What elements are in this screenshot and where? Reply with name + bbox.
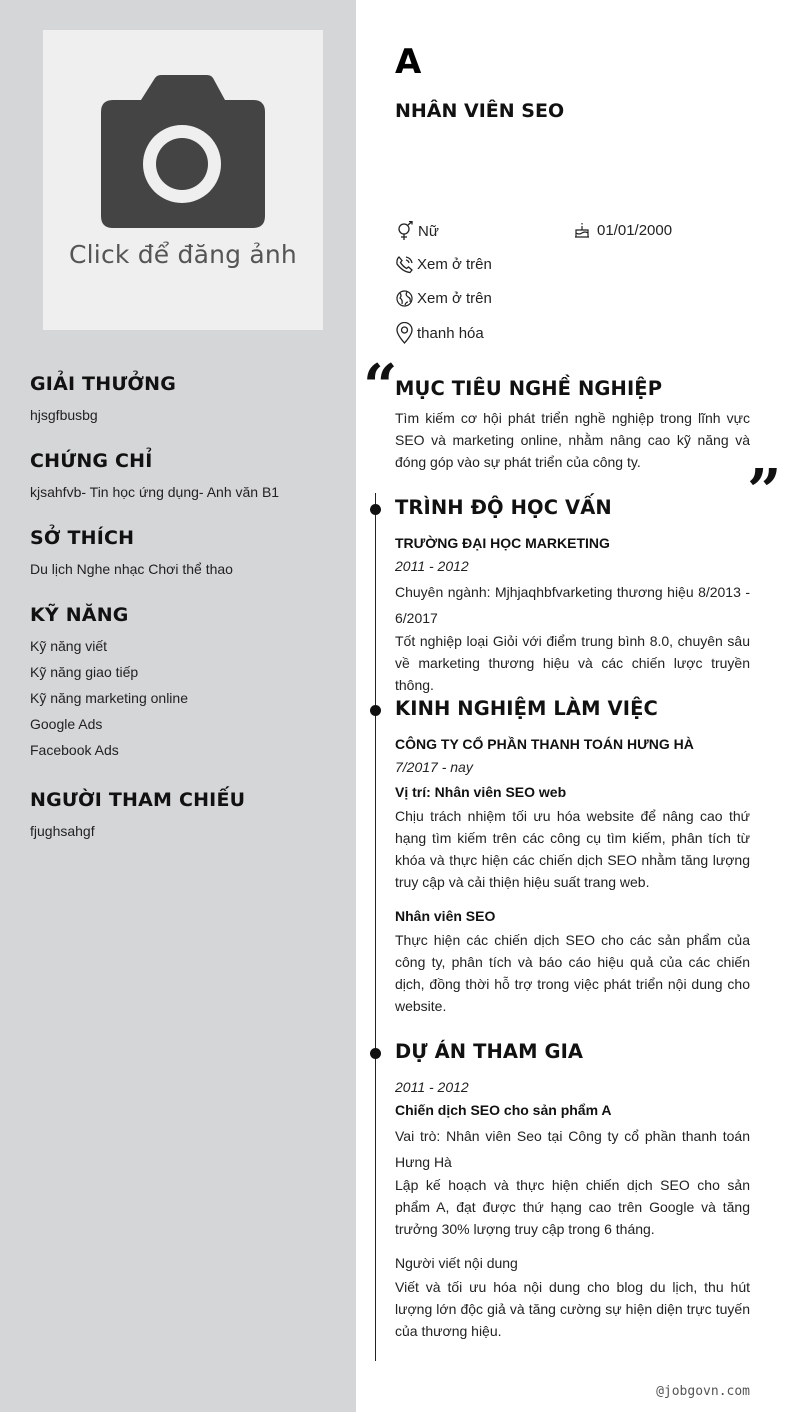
location-pin-icon (395, 322, 414, 344)
references-text: fjughsahgf (30, 823, 95, 839)
project-period: 2011 - 2012 (395, 1079, 469, 1095)
hobbies-text: Du lịch Nghe nhạc Chơi thể thao (30, 561, 233, 577)
objective-text: Tìm kiếm cơ hội phát triển nghề nghiệp trong lĩnh vực SEO và marketing online, nhằm nâng cao kỹ năng và đóng góp vào sự phát triển của công ty. (395, 410, 750, 470)
skills-section (30, 604, 340, 767)
certificates-section (30, 450, 340, 500)
phone-value: Xem ở trên (417, 256, 492, 273)
project-name: Chiến dịch SEO cho sản phẩm A (395, 1102, 612, 1118)
candidate-name: A (395, 42, 422, 82)
gender-icon (395, 221, 415, 241)
timeline-line (375, 493, 376, 1361)
projects-title: DỰ ÁN THAM GIA (395, 1040, 584, 1063)
upload-caption: Click để đăng ảnh (69, 240, 297, 269)
skill-item: Kỹ năng marketing online (30, 690, 188, 706)
website-value: Xem ở trên (417, 290, 492, 307)
skill-item: Kỹ năng viết (30, 638, 108, 654)
close-quote-icon: ” (747, 457, 782, 527)
education-title: TRÌNH ĐỘ HỌC VẤN (395, 496, 612, 519)
skill-item: Google Ads (30, 716, 103, 732)
hobbies-section (30, 527, 340, 577)
awards-section (30, 373, 340, 423)
company-name: CÔNG TY CỔ PHẦN THANH TOÁN HƯNG HÀ (395, 736, 694, 752)
open-quote-icon: “ (363, 352, 398, 422)
skills-list (30, 637, 340, 767)
experience-role-2: Nhân viên SEO (395, 908, 496, 924)
project-description-1: Lập kế hoạch và thực hiện chiến dịch SEO cho sản phẩm A, đạt được thứ hạng cao trên Google và tăng trưởng 30% lượng truy cập trong 6 tháng. (395, 1177, 750, 1237)
project-description-2: Viết và tối ưu hóa nội dung cho blog du lịch, thu hút lượng lớn độc giả và tăng cường sự hiện diện trực tuyến của thương hiệu. (395, 1279, 750, 1339)
education-period: 2011 - 2012 (395, 558, 469, 574)
experience-role-1: Vị trí: Nhân viên SEO web (395, 784, 567, 800)
gender-value: Nữ (418, 222, 439, 240)
certificates-text: kjsahfvb- Tin học ứng dụng- Anh văn B1 (30, 484, 280, 500)
timeline-dot (370, 1048, 381, 1059)
watermark-text: @jobgovn.com (656, 1384, 750, 1399)
sidebar (0, 0, 356, 1412)
globe-icon (395, 289, 414, 308)
references-section (30, 789, 340, 839)
experience-period: 7/2017 - nay (395, 759, 473, 775)
awards-text: hjsgfbusbg (30, 407, 98, 423)
phone-icon (395, 255, 414, 274)
references-title: NGƯỜI THAM CHIẾU (30, 789, 246, 811)
project-role-2: Người viết nội dung (395, 1255, 518, 1271)
education-description: Tốt nghiệp loại Giỏi với điểm trung bình 8.0, chuyên sâu về marketing thương hiệu và các chiến lược truyền thông. (395, 633, 750, 693)
website-row (395, 289, 492, 308)
timeline-dot (370, 705, 381, 716)
experience-description-2: Thực hiện các chiến dịch SEO cho các sản phẩm của công ty, phân tích và báo cáo hiệu quả của các chiến dịch, đồng thời hỗ trợ trong việc phát triển nội dung cho website. (395, 932, 750, 1014)
education-major: Chuyên ngành: Mjhjaqhbfvarketing thương hiệu 8/2013 - 6/2017 (395, 584, 750, 626)
phone-row (395, 255, 492, 274)
awards-title: GIẢI THƯỞNG (30, 373, 177, 395)
cake-icon (573, 221, 591, 239)
objective-title: MỤC TIÊU NGHỀ NGHIỆP (395, 377, 663, 400)
job-title: NHÂN VIÊN SEO (395, 100, 565, 122)
skill-item: Facebook Ads (30, 742, 119, 758)
certificates-title: CHỨNG CHỈ (30, 450, 153, 472)
address-row (395, 322, 484, 344)
skill-item: Kỹ năng giao tiếp (30, 664, 139, 680)
project-role: Vai trò: Nhân viên Seo tại Công ty cổ phần thanh toán Hưng Hà (395, 1128, 750, 1170)
avatar-upload[interactable] (43, 30, 323, 330)
gender-row (395, 221, 439, 241)
timeline-dot (370, 504, 381, 515)
camera-icon (99, 74, 267, 230)
hobbies-title: SỞ THÍCH (30, 527, 135, 549)
school-name: TRƯỜNG ĐẠI HỌC MARKETING (395, 535, 610, 551)
experience-title: KINH NGHIỆM LÀM VIỆC (395, 697, 658, 720)
skills-title: KỸ NĂNG (30, 604, 129, 626)
experience-description-1: Chịu trách nhiệm tối ưu hóa website để nâng cao thứ hạng tìm kiếm trên các công cụ tìm kiếm, phân tích từ khóa và thực hiện các chiến dịch SEO nhằm tăng lượng truy cập và cải thiện hiệu suất trang web. (395, 808, 750, 890)
address-value: thanh hóa (417, 324, 484, 342)
birthday-row (573, 221, 672, 239)
birthday-value: 01/01/2000 (597, 221, 673, 239)
